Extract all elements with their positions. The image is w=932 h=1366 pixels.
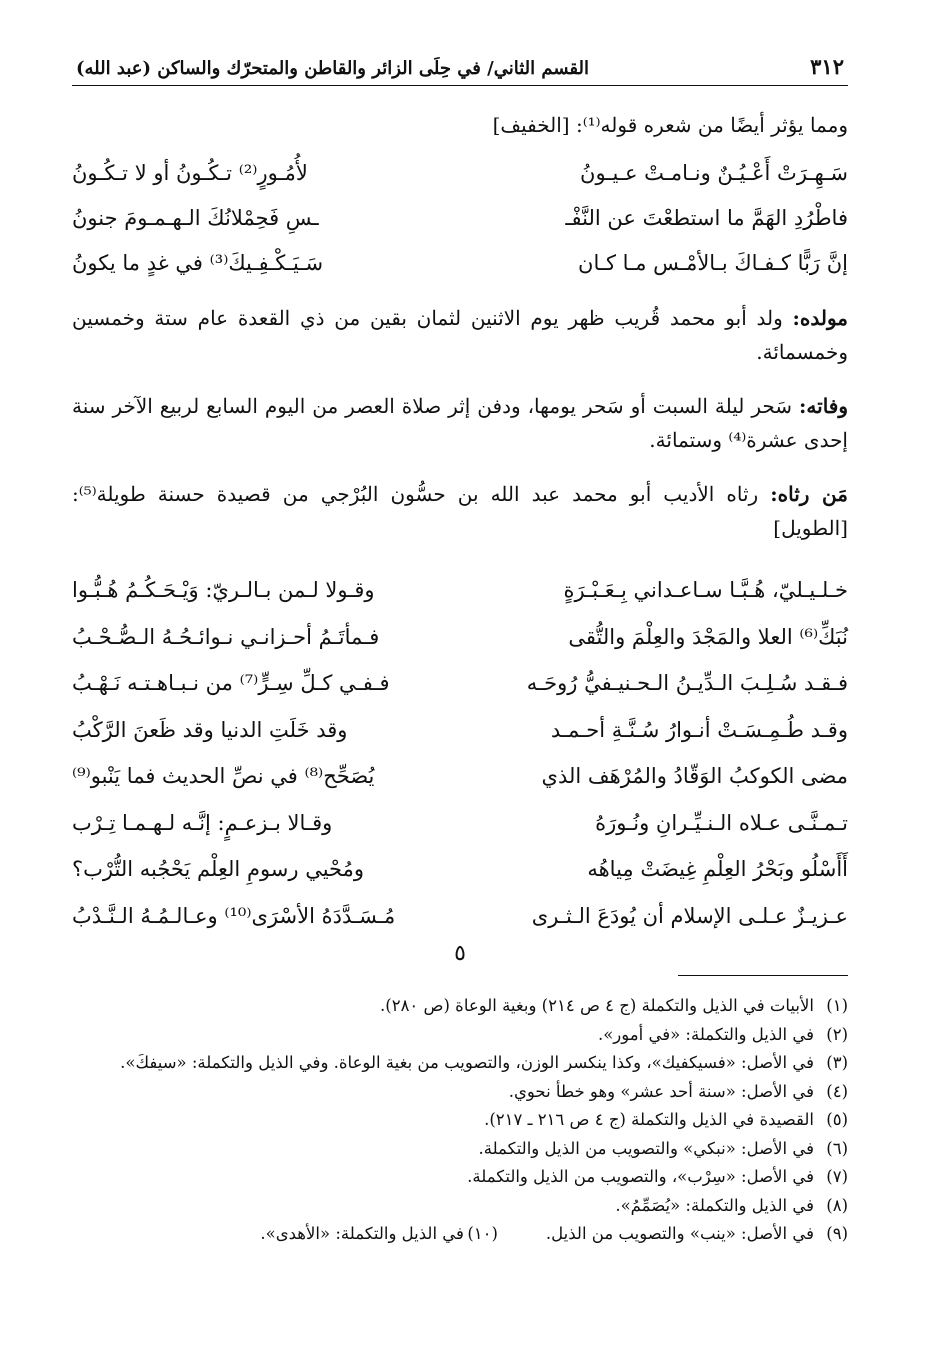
footnotes — [72, 992, 848, 1249]
footnote-text: في الأصل: «سنة أحد عشر» وهو خطأ نحوي. — [508, 1081, 814, 1101]
footnote-text: في الأصل: «سِرْب»، والتصويب من الذيل والتكملة. — [467, 1167, 814, 1186]
death-label: وفاته: — [799, 394, 848, 418]
footnote-text: في الذيل والتكملة: «يُصَمِّمُ». — [615, 1195, 814, 1215]
footnote — [72, 1192, 848, 1221]
birth-paragraph — [72, 301, 848, 369]
verse — [72, 240, 848, 285]
verse — [72, 893, 848, 940]
footnote-number: (٢) — [826, 1024, 848, 1044]
footnote — [260, 1220, 498, 1249]
footnote-text: في الذيل والتكملة: «الأهدى». — [260, 1224, 464, 1243]
running-title: القسم الثاني/ في حِلَى الزائر والقاطن والمتحرّك والساكن (عبد الله) — [76, 58, 590, 79]
footnote-separator — [678, 975, 848, 976]
second-hemistich: فـفـي كـلِّ سِـرٍّ⁽⁷⁾ من نـبـاهـتـه نَـهْـبُ — [72, 671, 390, 696]
footnote — [72, 1021, 848, 1050]
poem-khafif — [72, 150, 848, 285]
footnote-number: (١٠) — [467, 1224, 498, 1243]
footnote-text: في الأصل: «فسيكفيك»، وكذا ينكسر الوزن، والتصويب من بغية الوعاة. وفي الذيل والتكملة: «سيفكَ». — [120, 1053, 814, 1072]
first-hemistich: فـقـد سُـلِـبَ الـدِّيـنُ الـحـنيـفيُّ رُوحَـه — [526, 671, 848, 696]
first-hemistich: وقـد طُـمِـسَـتْ أنـوارُ سُـنَّـةِ أحـمـد — [550, 717, 848, 742]
footnote — [72, 1135, 848, 1164]
footnote — [72, 992, 848, 1021]
footnote-text: في الأصل: «ينب» والتصويب من الذيل. — [545, 1224, 814, 1243]
birth-text: ولد أبو محمد قُريب ظهر يوم الاثنين لثمان بقين من ذي القعدة عام ستة وخمسين وخمسمائة. — [72, 306, 848, 364]
elegy-label: مَن رثاه: — [770, 482, 848, 506]
verse — [72, 800, 848, 847]
page-number: ٣١٢ — [810, 54, 844, 79]
footnote-row-combined — [72, 1220, 848, 1249]
first-hemistich: مضى الكوكبُ الوَقّادُ والمُرْهَف الذي — [541, 764, 848, 789]
elegy-text: رثاه الأديب أبو محمد عبد الله بن حسُّون البُرْجي من قصيدة حسنة طويلة⁽⁵⁾: [الطويل] — [72, 482, 848, 540]
second-hemistich: فـمأتَـمُ أحـزانـي نـوائـحُـهُ الـصُّـحْـبُ — [72, 624, 380, 649]
second-hemistich: وقـالا بـزعـمٍ: إنَّـه لـهـمـا تِـرْب — [72, 810, 333, 835]
footnote — [72, 1078, 848, 1107]
death-text: سَحر ليلة السبت أو سَحر يومها، ودفن إثر صلاة العصر من اليوم السابع لربيع الآخر سنة إحدى عشرة⁽⁴⁾ وستمائة. — [72, 394, 848, 452]
second-hemistich: ومُحْيي رسومِ العِلْم يَحْجُبه التُّرْب؟ — [72, 857, 364, 882]
intro-line: ومما يؤثر أيضًا من شعره قوله⁽¹⁾: [الخفيف] — [492, 113, 848, 137]
verse — [72, 567, 848, 614]
footnote-text: القصيدة في الذيل والتكملة (ج ٤ ص ٢١٦ ـ ٢١٧). — [484, 1110, 814, 1129]
birth-label: مولده: — [792, 306, 848, 330]
verse — [72, 614, 848, 661]
poem-tawil — [72, 567, 848, 939]
footnote-text: الأبيات في الذيل والتكملة (ج ٤ ص ٢١٤) وبغية الوعاة (ص ٢٨٠). — [380, 996, 814, 1015]
first-hemistich: عـزيـزٌ عـلـى الإسلام أن يُودَعَ الـثـرى — [531, 903, 848, 928]
footnote — [546, 1220, 848, 1249]
footnote-number: (٣) — [826, 1053, 848, 1072]
verse — [72, 846, 848, 893]
verse — [72, 660, 848, 707]
footnote — [72, 1049, 848, 1078]
first-hemistich: أَأَسْلُو وبَحْرُ العِلْمِ غِيضَتْ مِياهُه — [587, 857, 848, 882]
verse — [72, 150, 848, 195]
footnote-number: (٦) — [826, 1138, 848, 1158]
running-header — [72, 40, 848, 86]
verse — [72, 707, 848, 754]
footnote-number: (٧) — [826, 1167, 848, 1186]
first-hemistich: نُبَكِّ⁽⁶⁾ العلا والمَجْدَ والعِلْمَ والتُّقى — [568, 624, 848, 649]
footnote — [72, 1163, 848, 1192]
end-mark: ٥ — [454, 941, 466, 966]
footnote-number: (٩) — [826, 1224, 848, 1243]
first-hemistich: فاطْرُدِ الهَمَّ ما استطعْتَ عن النَّفْـ — [565, 205, 848, 230]
first-hemistich: خـلـيـليّ، هُـبَّـا سـاعـداني بِـعَـبْـرَةٍ — [563, 578, 848, 603]
footnote-number: (٤) — [826, 1081, 848, 1101]
second-hemistich: وقد خَلَتِ الدنيا وقد ظَعنَ الرَّكْبُ — [72, 717, 348, 742]
footnote-text: في الذيل والتكملة: «في أمور». — [597, 1024, 814, 1044]
second-hemistich: وقـولا لـمن بـالـريّ: وَيْـحَـكُـمُ هُـبُّـوا — [72, 578, 375, 603]
footnote-text: في الأصل: «نبكي» والتصويب من الذيل والتكملة. — [478, 1138, 814, 1158]
first-hemistich: سَـهِـرَتْ أَعْـيُـنٌ ونـامـتْ عـيـونُ — [580, 160, 848, 185]
verse — [72, 195, 848, 240]
second-hemistich: يُصَحِّح⁽⁸⁾ في نصِّ الحديث فما يَنْبو⁽⁹⁾ — [72, 764, 375, 789]
footnote-number: (٥) — [826, 1110, 848, 1129]
first-hemistich: تـمـنَّـى عـلاه الـنـيِّـرانِ ونُـورَهُ — [595, 810, 848, 835]
book-page — [72, 40, 848, 1326]
second-hemistich: مُـسَـدَّدَهُ الأسْرَى⁽¹⁰⁾ وعـالـمُـهُ الـنَّـدْبُ — [72, 903, 396, 928]
footnote-number: (١) — [826, 996, 848, 1015]
footnote-number: (٨) — [826, 1195, 848, 1215]
second-hemistich: ـسِ فَحِمْلانُكَ الـهـمـومَ جنونُ — [72, 205, 319, 230]
second-hemistich: سَـيَـكْـفِـيكَ⁽³⁾ في غدٍ ما يكونُ — [72, 250, 324, 275]
second-hemistich: لأُمُـورٍ⁽²⁾ تـكُـونُ أو لا تـكُـونُ — [72, 160, 308, 185]
first-hemistich: إنَّ رَبًّا كـفـاكَ بـالأمْـس مـا كـان — [578, 250, 848, 275]
footnote — [72, 1106, 848, 1135]
death-paragraph — [72, 389, 848, 457]
verse — [72, 753, 848, 800]
elegy-paragraph — [72, 477, 848, 545]
